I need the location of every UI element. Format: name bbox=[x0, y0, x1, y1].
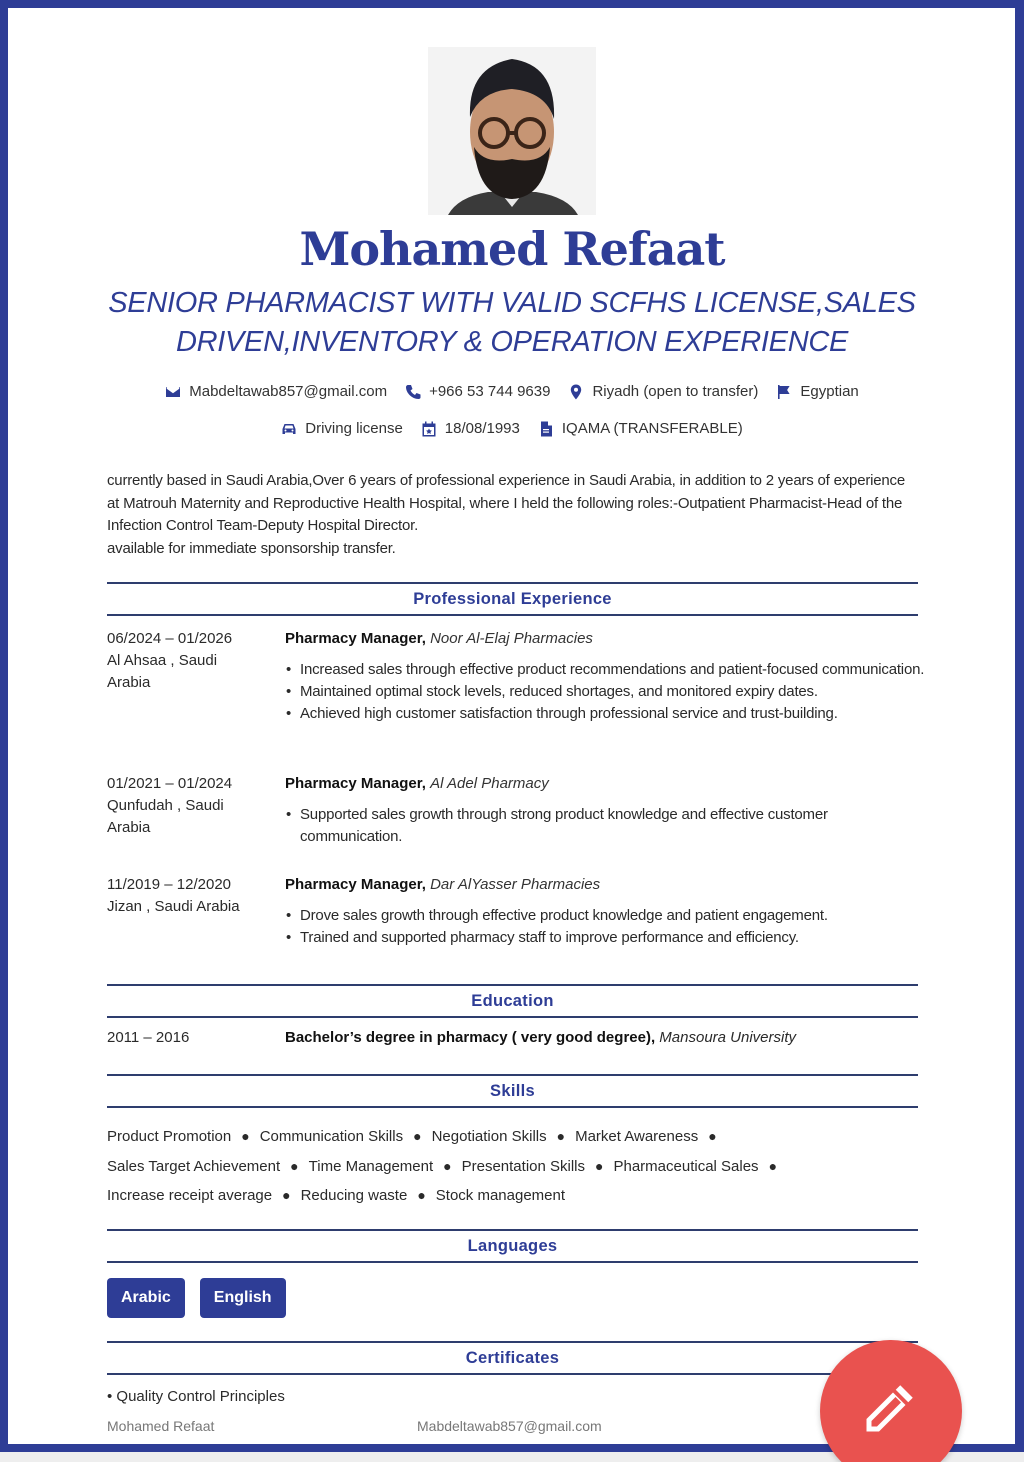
experience-details bbox=[285, 874, 925, 949]
email-text: Mabdeltawab857@gmail.com bbox=[189, 383, 388, 400]
experience-title bbox=[285, 874, 925, 896]
separator-dot: ● bbox=[708, 1128, 717, 1144]
flag-icon bbox=[776, 384, 792, 400]
experience-dates: 06/2024 – 01/2026 bbox=[107, 630, 233, 647]
candidate-headline: SENIOR PHARMACIST WITH VALID SCFHS LICENSE,SALES DRIVEN,INVENTORY & OPERATION EXPERIENCE bbox=[108, 287, 916, 358]
separator-dot: ● bbox=[556, 1128, 566, 1144]
experience-location: Jizan , Saudi Arabia bbox=[107, 898, 240, 915]
separator-dot: ● bbox=[290, 1157, 299, 1174]
candidate-name: Mohamed Refaat bbox=[299, 222, 725, 276]
map-pin-icon bbox=[568, 384, 584, 400]
section-header-certificates: Certificates bbox=[107, 1341, 918, 1375]
contact-driving-license bbox=[281, 420, 403, 437]
bullet-item: • Increased sales through effective product recommendations and patient-focused communication. bbox=[285, 659, 925, 681]
section-header-education: Education bbox=[107, 984, 918, 1018]
contact-nationality bbox=[776, 383, 858, 400]
company: Al Adel Pharmacy bbox=[430, 775, 549, 792]
nationality-text: Egyptian bbox=[800, 383, 859, 400]
skills-list bbox=[107, 1122, 918, 1211]
section-header-languages: Languages bbox=[107, 1229, 918, 1263]
separator-dot: ● bbox=[417, 1187, 426, 1203]
separator-dot: ● bbox=[443, 1157, 452, 1174]
bullet-item: • Drove sales growth through effective product knowledge and patient engagement. bbox=[285, 905, 925, 927]
experience-details bbox=[285, 773, 925, 848]
certificate-name: Quality Control Principles bbox=[116, 1388, 285, 1405]
section-header-experience: Professional Experience bbox=[107, 582, 918, 616]
skill-item: Communication Skills bbox=[259, 1128, 404, 1145]
experience-dates: 01/2021 – 01/2024 bbox=[107, 775, 233, 792]
skill-item: Product Promotion bbox=[107, 1128, 232, 1145]
separator-dot: ● bbox=[282, 1187, 291, 1203]
role: Pharmacy Manager, bbox=[285, 630, 426, 647]
role: Pharmacy Manager, bbox=[285, 876, 426, 893]
bullet-item: • Achieved high customer satisfaction through professional service and trust-building. bbox=[285, 703, 925, 725]
bullet-item: • Maintained optimal stock levels, reduced shortages, and monitored expiry dates. bbox=[285, 681, 925, 703]
experience-details bbox=[285, 628, 925, 725]
skill-item: Reducing waste bbox=[300, 1187, 408, 1204]
location-text: Riyadh (open to transfer) bbox=[592, 383, 759, 400]
experience-location: Qunfudah , Saudi Arabia bbox=[107, 797, 224, 836]
degree: Bachelor’s degree in pharmacy ( very good degree), bbox=[285, 1029, 656, 1046]
birthdate-text: 18/08/1993 bbox=[444, 420, 520, 437]
contact-info-row-2 bbox=[0, 420, 1024, 437]
company: Dar AlYasser Pharmacies bbox=[430, 876, 601, 893]
experience-title bbox=[285, 628, 925, 650]
separator-dot: ● bbox=[413, 1128, 422, 1144]
education-dates: 2011 – 2016 bbox=[107, 1029, 190, 1046]
envelope-icon bbox=[165, 384, 181, 400]
avatar-illustration bbox=[428, 47, 596, 215]
role: Pharmacy Manager, bbox=[285, 775, 426, 792]
iqama-text: IQAMA (TRANSFERABLE) bbox=[561, 420, 743, 437]
education-details bbox=[285, 1029, 796, 1046]
contact-email[interactable] bbox=[165, 383, 387, 400]
document-icon bbox=[538, 421, 554, 437]
skill-item: Time Management bbox=[308, 1157, 434, 1175]
certificate-item bbox=[107, 1388, 285, 1405]
calendar-icon bbox=[421, 421, 437, 437]
bullet-glyph: • bbox=[107, 1388, 117, 1405]
experience-meta bbox=[107, 628, 267, 694]
experience-meta bbox=[107, 773, 267, 839]
experience-bullets bbox=[285, 804, 925, 848]
experience-location: Al Ahsaa , Saudi Arabia bbox=[107, 652, 218, 691]
summary-paragraph: currently based in Saudi Arabia,Over 6 years of professional experience in Saudi Arabia, in addition to 2 years of experience at Matrouh Maternity and Reproductive Health Hospital, where I held the following roles:-Outpatient Pharmacist-Head of the Infection Control Team-Deputy Hospital Director. bbox=[107, 472, 905, 534]
contact-info-row-1 bbox=[0, 383, 1024, 400]
separator-dot: ● bbox=[241, 1128, 250, 1144]
phone-icon bbox=[405, 384, 421, 400]
bullet-item: • Trained and supported pharmacy staff to improve performance and efficiency. bbox=[285, 927, 925, 949]
summary-availability: available for immediate sponsorship transfer. bbox=[107, 539, 396, 557]
car-icon bbox=[281, 421, 297, 437]
skill-item: Market Awareness bbox=[575, 1128, 699, 1145]
separator-dot: ● bbox=[595, 1157, 604, 1174]
contact-location bbox=[568, 383, 758, 400]
experience-bullets bbox=[285, 905, 925, 949]
experience-dates: 11/2019 – 12/2020 bbox=[107, 876, 232, 893]
school: Mansoura University bbox=[659, 1029, 797, 1046]
language-badge-arabic: Arabic bbox=[107, 1278, 185, 1318]
contact-iqama bbox=[538, 420, 743, 437]
skill-item: Stock management bbox=[435, 1187, 566, 1204]
skill-item: Pharmaceutical Sales bbox=[613, 1157, 759, 1175]
separator-dot: ● bbox=[768, 1157, 778, 1174]
profile-photo bbox=[428, 47, 596, 215]
footer-name: Mohamed Refaat bbox=[107, 1418, 215, 1434]
skill-item: Sales Target Achievement bbox=[107, 1157, 281, 1175]
pencil-icon bbox=[859, 1379, 919, 1439]
skill-item: Presentation Skills bbox=[461, 1157, 586, 1175]
experience-title bbox=[285, 773, 925, 795]
bullet-item: • Supported sales growth through strong product knowledge and effective customer communication. bbox=[285, 804, 925, 848]
languages-list bbox=[107, 1278, 286, 1318]
phone-text: +966 53 744 9639 bbox=[429, 383, 551, 400]
contact-phone[interactable] bbox=[405, 383, 550, 400]
professional-summary bbox=[107, 470, 917, 560]
contact-birthdate bbox=[421, 420, 520, 437]
skill-item: Negotiation Skills bbox=[431, 1128, 547, 1145]
experience-bullets bbox=[285, 659, 925, 725]
language-badge-english: English bbox=[200, 1278, 286, 1318]
driving-text: Driving license bbox=[305, 420, 403, 437]
footer-email: Mabdeltawab857@gmail.com bbox=[417, 1418, 602, 1434]
section-header-skills: Skills bbox=[107, 1074, 918, 1108]
experience-meta bbox=[107, 874, 267, 918]
company: Noor Al-Elaj Pharmacies bbox=[430, 630, 593, 647]
skill-item: Increase receipt average bbox=[107, 1187, 273, 1204]
